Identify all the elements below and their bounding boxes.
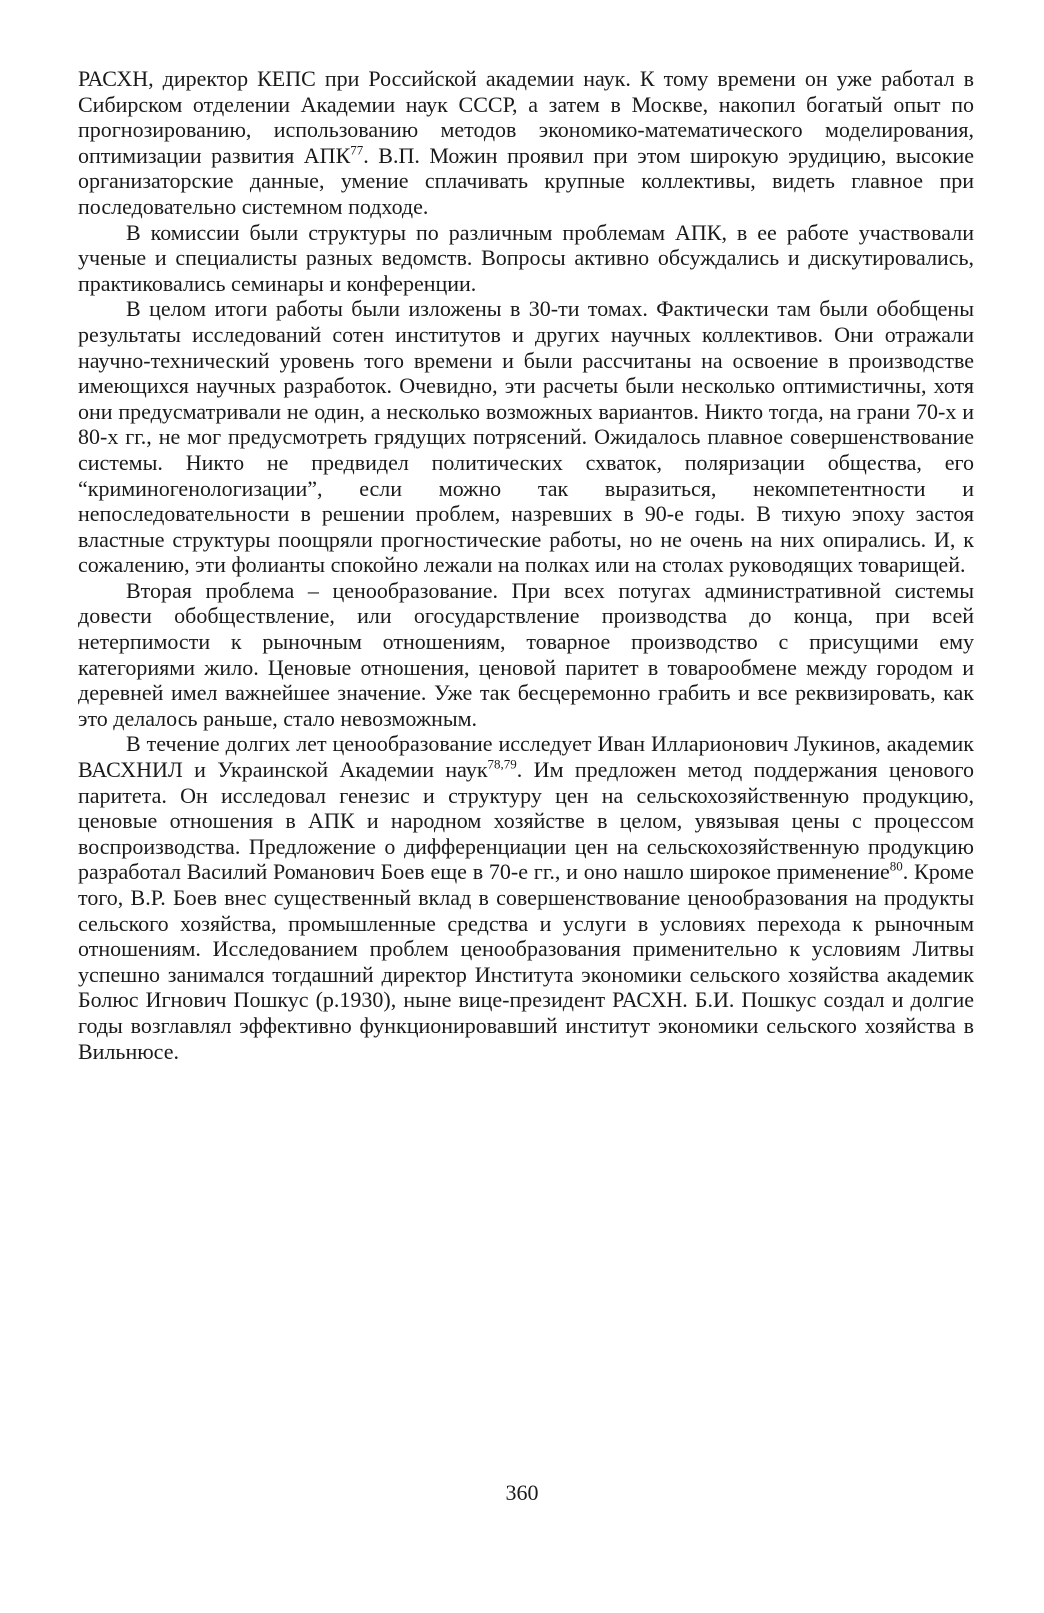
text-run: . Кроме того, В.Р. Боев внес существенный вклад в совершенствование ценообразования на продукты сельского хозяйства, промышленные средства и услуги в условиях перехода к рыночным отношениям. Исследованием проблем ценообразования применительно к условиям Литвы успешно занимался тогдашний директор Института экономики сельского хозяйства академик Болюс Игнович Пошкус (р.1930), ныне вице-президент РАСХН. Б.И. Пошкус создал и долгие годы возглавлял эффективно функционировавший институт экономики сельского хозяйства в Вильнюсе. — [78, 859, 974, 1064]
paragraph-5 — [78, 731, 974, 1064]
text-run: . Им предложен метод поддержания ценового паритета. Он исследовал генезис и структуру цен на сельскохозяйственную продукцию, ценовые отношения в АПК и народном хозяйстве в целом, увязывая цены с процессом воспроизводства. Предложение о дифференциации цен на сельскохозяйственную продукцию разработал Василий Романович Боев еще в 70-е гг., и оно нашло широкое применение — [78, 757, 974, 885]
footnote-ref: 80 — [889, 859, 903, 875]
text-run: Вторая проблема – ценообразование. При всех потугах административной системы довести обобществление, или огосударствление производства до конца, при всей нетерпимости к рыночным отношениям, товарное производство с присущими ему категориями жило. Ценовые отношения, ценовой паритет в товарообмене между городом и деревней имел важнейшее значение. Уже так бесцеремонно грабить и все реквизировать, как это делалось раньше, стало невозможным. — [78, 577, 974, 731]
footnote-ref: 77 — [350, 142, 364, 158]
page-number: 360 — [505, 1480, 539, 1505]
text-run: В течение долгих лет ценообразование исследует Иван Илларионович Лукинов, академик ВАСХНИЛ и Украинской Академии наук — [78, 731, 974, 783]
text-run: В целом итоги работы были изложены в 30-ти томах. Фактически там были обобщены результаты исследований сотен институтов и других научных коллективов. Они отражали научно-технический уровень того времени и были рассчитаны на освоение в производстве имеющихся научных разработок. Очевидно, эти расчеты были несколько оптимистичны, хотя они предусматривали не один, а несколько возможных вариантов. Никто тогда, на грани 70-х и 80-х гг., не мог предусмотреть грядущих потрясений. Ожидалось плавное совершенствование системы. Никто не предвидел политических схваток, поляризации общества, его “криминогенологизации”, если можно так выразиться, некомпетентности и непоследовательности в решении проблем, назревших в 90-е годы. В тихую эпоху застоя властные структуры поощряли прогностические работы, но не очень на них опирались. И, к сожалению, эти фолианты спокойно лежали на полках или на столах руководящих товарищей. — [78, 296, 974, 578]
text-run: РАСХН, директор КЕПС при Российской академии наук. К тому времени он уже работал в Сибирском отделении Академии наук СССР, а затем в Москве, накопил богатый опыт по прогнозированию, использованию методов экономико-математического моделирования, оптимизации развития АПК — [78, 66, 974, 168]
footnote-ref: 78,79 — [487, 756, 517, 772]
paragraph-4 — [78, 578, 974, 732]
paragraph-1 — [78, 66, 974, 220]
page-body — [78, 66, 974, 1064]
text-run: . В.П. Можин проявил при этом широкую эрудицию, высокие организаторские данные, умение сплачивать крупные коллективы, видеть главное при последовательно системном подходе. — [78, 142, 974, 219]
paragraph-3 — [78, 296, 974, 578]
paragraph-2 — [78, 220, 974, 297]
text-run: В комиссии были структуры по различным проблемам АПК, в ее работе участвовали ученые и специалисты разных ведомств. Вопросы активно обсуждались и дискутировались, практиковались семинары и конференции. — [78, 219, 974, 296]
